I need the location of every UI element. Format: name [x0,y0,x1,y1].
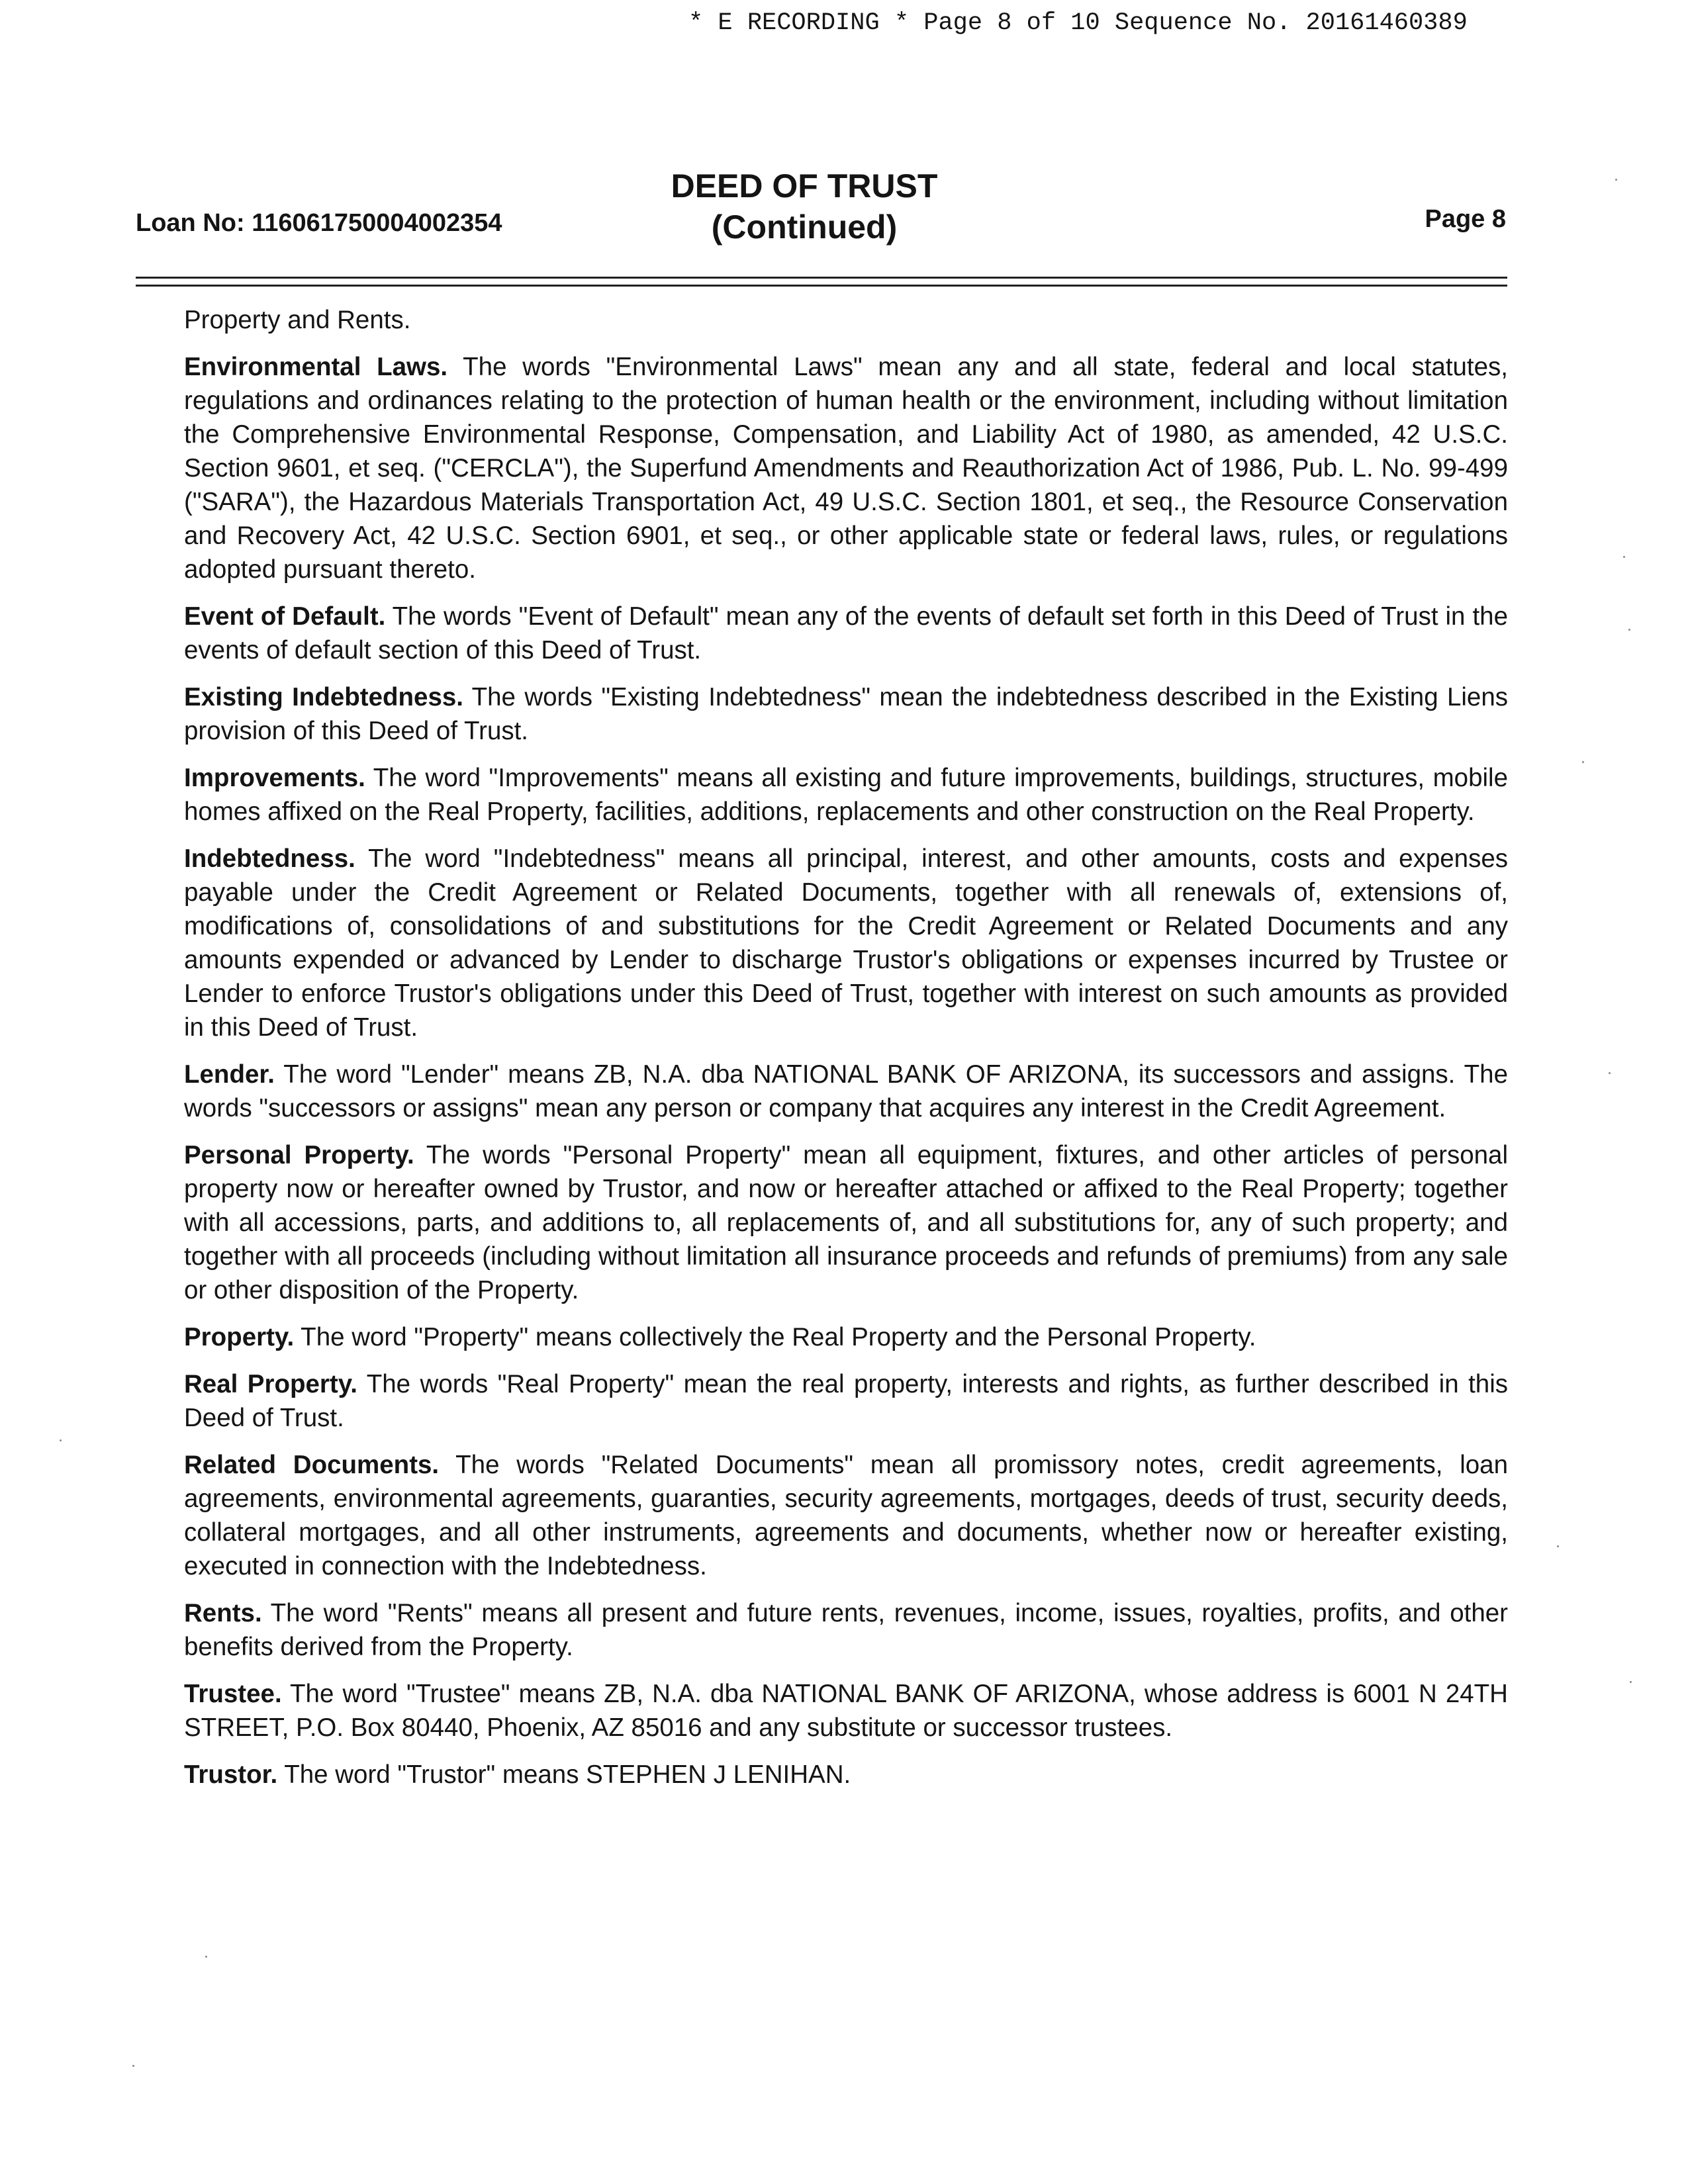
definition-text: The word "Trustee" means ZB, N.A. dba NATIONAL BANK OF ARIZONA, whose address is 6001 N 24TH STREET, P.O. Box 80440, Phoenix, AZ 85016 and any substitute or successor trustees. [184,1680,1508,1742]
definition-text: The words "Related Documents" mean all promissory notes, credit agreements, loan agreements, environmental agreements, guaranties, security agreements, mortgages, deeds of trust, security deeds, collateral mortgages, and all other instruments, agreements and documents, whether now or hereafter existing, executed in connection with the Indebtedness. [184,1451,1508,1580]
definition-related-documents [184,1448,1508,1583]
document-title [619,165,990,248]
continuation-paragraph: Property and Rents. [184,306,411,334]
definition-term: Improvements. [184,764,365,792]
scan-speck [1628,629,1630,631]
definition-text: The words "Personal Property" mean all equipment, fixtures, and other articles of personal property now or hereafter owned by Trustor, and now or hereafter attached or affixed to the Real Property; together with all accessions, parts, and additions to, all replacements of, and all substitutions for, any of such property; and together with all proceeds (including without limitation all insurance proceeds and refunds of premiums) from any sale or other disposition of the Property. [184,1141,1508,1304]
definition-text: The words "Environmental Laws" mean any and all state, federal and local statutes, regulations and ordinances relating to the protection of human health or the environment, including without limitation the Comprehensive Environmental Response, Compensation, and Liability Act of 1980, as amended, 42 U.S.C. Section 9601, et seq. ("CERCLA"), the Superfund Amendments and Reauthorization Act of 1986, Pub. L. No. 99-499 ("SARA"), the Hazardous Materials Transportation Act, 49 U.S.C. Section 1801, et seq., the Resource Conservation and Recovery Act, 42 U.S.C. Section 6901, et seq., or other applicable state or federal laws, rules, or regulations adopted pursuant thereto. [184,353,1508,584]
header-rule-top [136,277,1507,279]
definition-text: The words "Real Property" mean the real property, interests and rights, as further described in this Deed of Trust. [184,1370,1508,1432]
definition-text: The words "Event of Default" mean any of the events of default set forth in this Deed of Trust in the events of default section of this Deed of Trust. [184,602,1508,664]
definition-term: Trustee. [184,1680,282,1708]
scan-speck [1630,1681,1632,1683]
definition-term: Environmental Laws. [184,353,448,381]
definition-personal-property [184,1138,1508,1307]
page-number: Page 8 [1425,205,1506,233]
definition-indebtedness [184,842,1508,1044]
definition-environmental-laws [184,350,1508,586]
definition-term: Real Property. [184,1370,357,1398]
definition-property [184,1320,1508,1354]
definition-text: The words "Existing Indebtedness" mean the indebtedness described in the Existing Liens provision of this Deed of Trust. [184,683,1508,745]
title-line-1: DEED OF TRUST [671,167,938,205]
definition-term: Indebtedness. [184,844,355,873]
title-line-2: (Continued) [711,208,898,246]
definition-term: Personal Property. [184,1141,414,1169]
definition-event-of-default [184,600,1508,667]
scan-speck [205,1956,207,1958]
scan-speck [1623,556,1625,558]
definition-improvements [184,761,1508,829]
definition-real-property [184,1367,1508,1435]
definition-term: Property. [184,1323,295,1351]
recording-header: * E RECORDING * Page 8 of 10 Sequence No. 20161460389 [688,9,1468,37]
definition-rents [184,1596,1508,1664]
definition-text: The word "Indebtedness" means all principal, interest, and other amounts, costs and expenses payable under the Credit Agreement or Related Documents, together with all renewals of, extensions of, modifications of, consolidations of and substitutions for the Credit Agreement or Related Documents and any amounts expended or advanced by Lender to discharge Trustor's obligations or expenses incurred by Trustee or Lender to enforce Trustor's obligations under this Deed of Trust, together with interest on such amounts as provided in this Deed of Trust. [184,844,1508,1042]
scan-speck [1582,761,1584,763]
header-rule-bottom [136,285,1507,287]
loan-number: Loan No: 116061750004002354 [136,209,502,237]
definition-text: The word "Lender" means ZB, N.A. dba NATIONAL BANK OF ARIZONA, its successors and assigns. The words "successors or assigns" mean any person or company that acquires any interest in the Credit Agreement. [184,1060,1508,1122]
definition-text: The word "Rents" means all present and future rents, revenues, income, issues, royalties, profits, and other benefits derived from the Property. [184,1599,1508,1661]
definition-text: The word "Property" means collectively the Real Property and the Personal Property. [294,1323,1256,1351]
definition-text: The word "Improvements" means all existing and future improvements, buildings, structures, mobile homes affixed on the Real Property, facilities, additions, replacements and other construction on the Real Property. [184,764,1508,826]
definition-trustor [184,1758,1508,1792]
scan-speck [1557,1545,1559,1547]
document-body [184,303,1508,1805]
scan-speck [1615,179,1617,181]
scan-speck [132,2065,134,2067]
definition-term: Event of Default. [184,602,386,631]
definition-term: Trustor. [184,1760,278,1789]
definition-term: Rents. [184,1599,262,1627]
document-header [136,165,1506,251]
definition-existing-indebtedness [184,680,1508,748]
definition-term: Existing Indebtedness. [184,683,463,711]
definition-trustee [184,1677,1508,1745]
definition-term: Lender. [184,1060,275,1089]
definition-lender [184,1058,1508,1125]
scan-speck [60,1439,62,1441]
scan-speck [1609,1072,1611,1074]
definition-term: Related Documents. [184,1451,440,1479]
definition-text: The word "Trustor" means STEPHEN J LENIHAN. [277,1760,851,1789]
